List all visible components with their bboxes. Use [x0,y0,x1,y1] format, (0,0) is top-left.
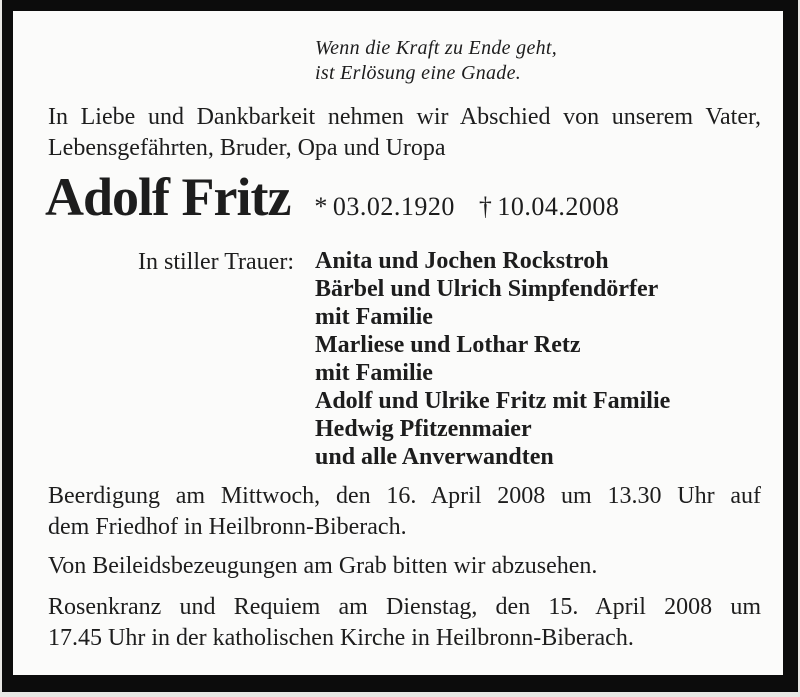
mourner-line: Hedwig Pfitzenmaier [315,416,532,442]
epigraph-line: ist Erlösung eine Gnade. [315,62,522,84]
intro-line: Lebensgefährten, Bruder, Opa und Uropa [48,135,446,161]
death-date-value: 10.04.2008 [497,192,620,221]
mourners-list [315,247,670,471]
mourner-line: Anita und Jochen Rockstroh [315,248,609,274]
requiem-info [48,592,761,654]
deceased-name-row [45,168,619,226]
requiem-line: 17.45 Uhr in der katholischen Kirche in Heilbronn-Biberach. [48,625,634,651]
requiem-line: Rosenkranz und Requiem am Dienstag, den 15. April 2008 um [48,594,761,620]
birth-date-value: 03.02.1920 [332,192,455,221]
mourner-line: Bärbel und Ulrich Simpfendörfer [315,276,659,302]
mourner-line: mit Familie [315,360,433,386]
mourner-line: mit Familie [315,304,433,330]
death-symbol: † [478,192,493,221]
condolence-note: Von Beileidsbezeugungen am Grab bitten wir abzusehen. [48,553,598,579]
birth-symbol: * [314,192,328,221]
mourner-line: Adolf und Ulrike Fritz mit Familie [315,388,671,414]
funeral-line: dem Friedhof in Heilbronn-Biberach. [48,514,407,540]
intro-text [48,102,761,164]
death-date [479,192,620,222]
epigraph-line: Wenn die Kraft zu Ende geht, [315,37,558,59]
mourner-line: Marliese und Lothar Retz [315,332,581,358]
funeral-info [48,481,761,543]
intro-line: In Liebe und Dankbarkeit nehmen wir Abschied von unserem Vater, [48,104,761,130]
birth-date [314,192,455,222]
epigraph [315,36,557,86]
funeral-line: Beerdigung am Mittwoch, den 16. April 2008 um 13.30 Uhr auf [48,483,761,509]
deceased-name: Adolf Fritz [45,167,291,227]
mourning-label: In stiller Trauer: [138,249,294,275]
mourner-line: und alle Anverwandten [315,444,554,470]
